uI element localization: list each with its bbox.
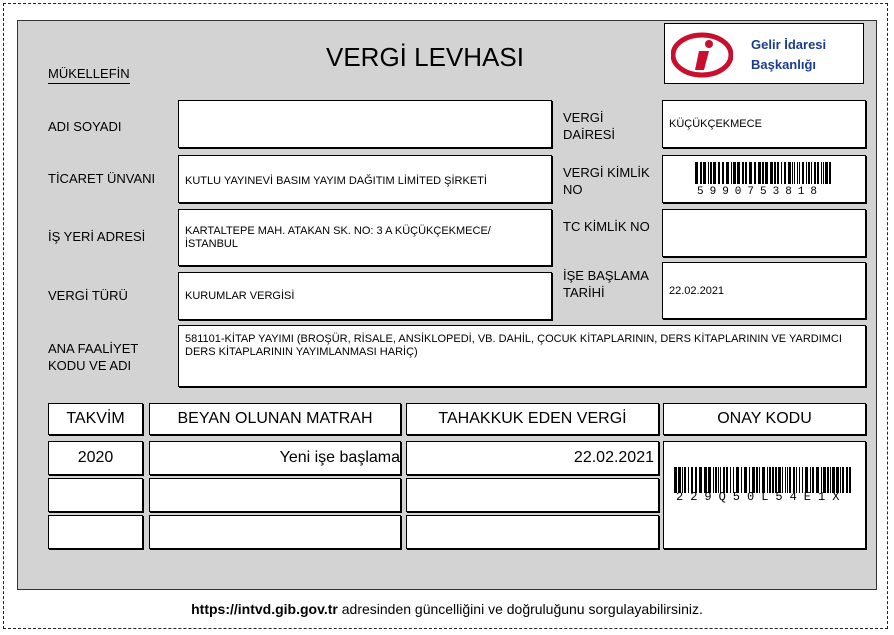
barcode-bar [737, 162, 740, 184]
value-vergi-turu: KURUMLAR VERGİSİ [185, 290, 295, 302]
field-vergi-kimlik-no [662, 155, 866, 203]
barcode-bar [849, 467, 851, 493]
field-is-yeri-adresi [178, 209, 552, 266]
table-header-takvim: TAKVİM [48, 403, 143, 435]
table-cell-empty [406, 478, 659, 512]
barcode-bar [802, 162, 804, 184]
barcode-bar [713, 162, 716, 184]
table-cell-matrah: Yeni işe başlama [149, 441, 401, 475]
field-tc-kimlik-no [662, 209, 866, 257]
barcode-bar [797, 162, 798, 184]
barcode-bar [784, 162, 786, 184]
barcode-bar [710, 162, 712, 184]
barcode-bar [823, 162, 824, 184]
barcode-bar [799, 162, 800, 184]
table-header-vergi: TAHAKKUK EDEN VERGİ [406, 403, 659, 435]
footer-text: adresinden güncelliğini ve doğruluğunu sorgulayabilirsiniz. [337, 601, 703, 617]
label-ise-baslama-tarihi: İŞE BAŞLAMA TARİHİ [563, 268, 649, 300]
field-ise-baslama-tarihi [662, 262, 866, 319]
table-header-onay-kodu: ONAY KODU [663, 403, 866, 435]
field-vergi-turu [178, 272, 552, 320]
footer-link[interactable]: https://intvd.gib.gov.tr [191, 601, 338, 617]
page-title: VERGİ LEVHASI [326, 42, 524, 72]
barcode-bar [777, 162, 779, 184]
value-ana-faaliyet: 581101-KİTAP YAYIMI (BROŞÜR, RİSALE, ANSİKLOPEDİ, VB. DAHİL, ÇOCUK KİTAPLARININ, DERS KİTAPLARININ VE YARDIMCI DERS KİTAPLARININ YAYIMLANMASI HARİÇ) [185, 333, 842, 358]
barcode-bar [718, 162, 720, 184]
barcode-bar [781, 162, 782, 184]
section-label: MÜKELLEFİN [48, 65, 130, 84]
table-cell-empty [48, 478, 143, 512]
label-vergi-dairesi: VERGİ DAİRESİ [563, 110, 616, 142]
label-adi-soyadi: ADI SOYADI [48, 119, 122, 134]
barcode-bar [829, 162, 831, 184]
table-cell-takvim: 2020 [48, 441, 143, 475]
barcode-bar [808, 162, 810, 184]
value-ticaret-unvani: KUTLU YAYINEVİ BASIM YAYIM DAĞITIM LİMİTED ŞİRKETİ [185, 175, 487, 187]
barcode-bar [794, 162, 795, 184]
barcode-bar [745, 162, 747, 184]
table-cell-vergi: 22.02.2021 [406, 441, 659, 475]
barcode-bar [758, 162, 761, 184]
label-ticaret-unvani: TİCARET ÜNVANI [48, 171, 156, 186]
barcode-bar [762, 162, 764, 184]
value-ise-baslama-tarihi: 22.02.2021 [669, 285, 725, 297]
value-vergi-dairesi: KÜÇÜKÇEKMECE [669, 118, 762, 130]
onay-barcode-text: 229Q50L54E1X [676, 490, 847, 504]
barcode-bar [811, 162, 812, 184]
vkn-barcode [695, 162, 835, 184]
barcode-bar [749, 162, 752, 184]
gib-i-logo-icon [671, 32, 733, 78]
value-is-yeri-adresi: KARTALTEPE MAH. ATAKAN SK. NO: 3 A KÜÇÜKÇEKMECE/ İSTANBUL [185, 225, 491, 250]
barcode-bar [765, 162, 768, 184]
barcode-bar [742, 162, 744, 184]
table-cell-empty [149, 515, 401, 549]
label-vergi-kimlik-no: VERGİ KİMLİK NO [563, 165, 650, 197]
barcode-bar [774, 162, 776, 184]
label-ana-faaliyet: ANA FAALİYET KODU VE ADI [48, 341, 139, 373]
label-vergi-turu: VERGİ TÜRÜ [48, 288, 128, 303]
barcode-bar [825, 162, 828, 184]
gib-logo [664, 23, 864, 84]
barcode-bar [788, 162, 791, 184]
table-cell-onay-kodu [663, 441, 866, 549]
field-ana-faaliyet [178, 325, 866, 387]
barcode-bar [722, 162, 724, 184]
barcode-bar [700, 162, 702, 184]
barcode-bar [695, 162, 698, 184]
field-ticaret-unvani [178, 155, 552, 203]
barcode-bar [703, 162, 706, 184]
label-tc-kimlik-no: TC KİMLİK NO [563, 219, 650, 234]
barcode-bar [754, 162, 756, 184]
barcode-bar [821, 162, 822, 184]
barcode-bar [731, 162, 732, 184]
logo-line-2: Başkanlığı [751, 57, 817, 72]
barcode-bar [814, 162, 816, 184]
field-adi-soyadi [178, 100, 552, 148]
table-cell-empty [48, 515, 143, 549]
field-vergi-dairesi [662, 100, 866, 148]
vkn-barcode-text: 5990753818 [697, 186, 824, 198]
barcode-bar [792, 162, 793, 184]
barcode-bar [733, 162, 736, 184]
table-cell-empty [149, 478, 401, 512]
logo-line-1: Gelir İdaresi [751, 37, 827, 52]
footer-note [0, 601, 894, 617]
table-cell-empty [406, 515, 659, 549]
barcode-bar [726, 162, 729, 184]
barcode-bar [708, 162, 709, 184]
label-is-yeri-adresi: İŞ YERİ ADRESİ [48, 229, 146, 244]
barcode-bar [806, 162, 807, 184]
barcode-bar [817, 162, 819, 184]
table-header-matrah: BEYAN OLUNAN MATRAH [149, 403, 401, 435]
barcode-bar [770, 162, 773, 184]
